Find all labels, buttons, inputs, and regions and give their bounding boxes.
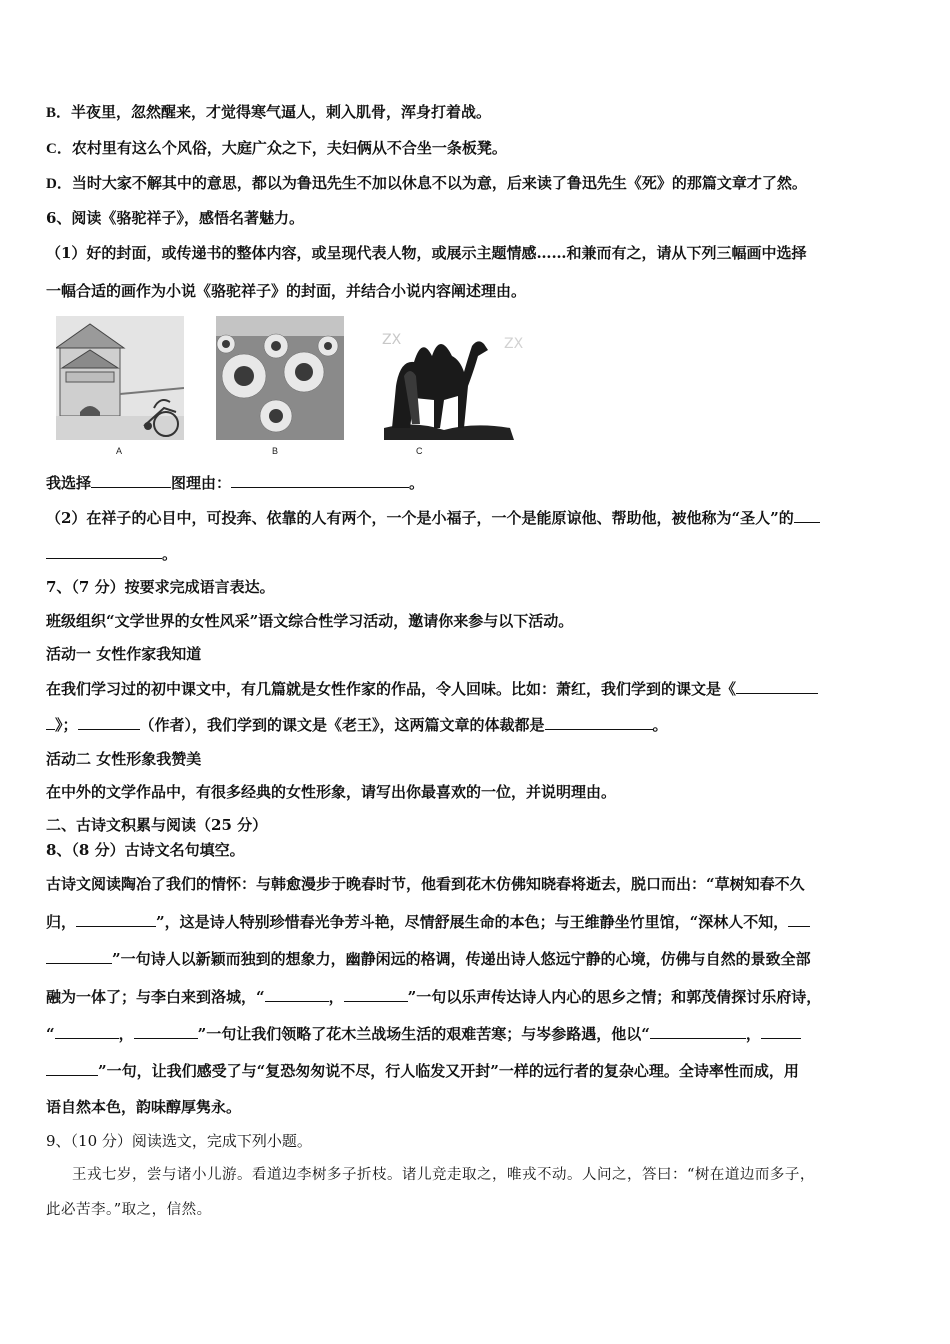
camel-silhouette-image — [374, 316, 548, 440]
answer-choice-blank[interactable] — [91, 472, 171, 488]
q9-title: 9、（10 分）阅读选文，完成下列小题。 — [46, 1132, 312, 1150]
option-c: C．农村里有这么个风俗，大庭广众之下，夫妇俩从不合坐一条板凳。 — [46, 139, 507, 157]
q7-activity2-title: 活动二 女性形象我赞美 — [46, 750, 202, 768]
svg-text:ZX: ZX — [504, 336, 524, 352]
q7-activity1-title: 活动一 女性作家我知道 — [46, 645, 202, 663]
poem-blank-2-end[interactable] — [46, 948, 112, 964]
poem-blank-8-end[interactable] — [46, 1060, 98, 1076]
answer-reason-blank[interactable] — [231, 472, 409, 488]
q9-passage-line1: 王戎七岁，尝与诸小儿游。看道边李树多子折枝。诸儿竞走取之，唯戎不动。人问之，答曰：“树在道边而多子， — [72, 1167, 815, 1183]
image-b-caption: B — [272, 446, 279, 456]
genre-blank[interactable] — [545, 714, 653, 730]
q6-part2-line2: 。 — [46, 543, 906, 564]
poem-blank-1[interactable] — [76, 911, 156, 927]
q7-activity1-line2: 》； （作者），我们学到的课文是《老王》，这两篇文章的体裁都是 。 — [46, 714, 906, 735]
q8-line1: 古诗文阅读陶冶了我们的情怀：与韩愈漫步于晚春时节，他看到花木仿佛知晓春将逝去，脱口而出：“草树知春不久 — [46, 875, 805, 893]
q6-part1-line2: 一幅合适的画作为小说《骆驼祥子》的封面，并结合小说内容阐述理由。 — [46, 282, 527, 300]
q6-part1-line1: （1）好的封面，或传递书的整体内容，或呈现代表人物，或展示主题情感……和兼而有之，请从下列三幅画中选择 — [46, 244, 807, 262]
svg-text:ZX: ZX — [382, 332, 402, 348]
cover-options — [56, 316, 556, 464]
q6-answer-line: 我选择 图理由： 。 — [46, 474, 425, 492]
q8-title: 8、（8 分）古诗文名句填空。 — [46, 841, 245, 859]
q8-line5: “ ， ”一句让我们领略了花木兰战场生活的艰难苦寒；与岑参路遇，他以“ ， — [46, 1023, 906, 1044]
q7-activity2-text: 在中外的文学作品中，有很多经典的女性形象，请写出你最喜欢的一位，并说明理由。 — [46, 783, 617, 801]
author-blank[interactable] — [78, 714, 140, 730]
xiaohong-text-blank-start[interactable] — [736, 678, 818, 694]
poem-blank-7[interactable] — [650, 1023, 746, 1039]
q8-line6: ”一句，让我们感受了与“复恐匆匆说不尽，行人临发又开封”一样的远行者的复杂心理。全诗率性而成，用 — [46, 1060, 906, 1081]
gate-tower-rickshaw-image — [56, 316, 184, 440]
q6-part2-line1: （2）在祥子的心目中，可投奔、依靠的人有两个，一个是小福子，一个是能原谅他、帮助他，被他称为“圣人”的 — [46, 507, 906, 528]
q8-line7: 语自然本色，韵味醇厚隽永。 — [46, 1098, 242, 1116]
q9-passage-line2: 此必苦李。”取之，信然。 — [46, 1202, 212, 1218]
section2-title: 二、古诗文积累与阅读（25 分） — [46, 816, 268, 834]
option-d: D．当时大家不解其中的意思，都以为鲁迅先生不加以休息不以为意，后来读了鲁迅先生《死》的那篇文章才了然。 — [46, 174, 807, 192]
poem-blank-4[interactable] — [344, 986, 408, 1002]
xiaohong-text-blank-end[interactable] — [46, 714, 55, 730]
sunflowers-image — [216, 316, 344, 440]
poem-blank-5[interactable] — [55, 1023, 119, 1039]
saint-blank-start[interactable] — [794, 507, 820, 523]
image-c-caption: C — [416, 446, 423, 456]
q7-title: 7、（7 分）按要求完成语言表达。 — [46, 578, 275, 596]
saint-blank-end[interactable] — [46, 543, 162, 559]
q8-line2: 归， ”，这是诗人特别珍惜春光争芳斗艳，尽情舒展生命的本色；与王维静坐竹里馆，“深林人不知， — [46, 911, 906, 932]
q8-line4: 融为一体了；与李白来到洛城，“ ， ”一句以乐声传达诗人内心的思乡之情；和郭茂倩探讨乐府诗， — [46, 988, 822, 1006]
q7-intro: 班级组织“文学世界的女性风采”语文综合性学习活动，邀请你来参与以下活动。 — [46, 612, 574, 630]
q6-title: 6、阅读《骆驼祥子》，感悟名著魅力。 — [46, 209, 304, 227]
poem-blank-2-start[interactable] — [788, 911, 810, 927]
poem-blank-6[interactable] — [134, 1023, 198, 1039]
poem-blank-3[interactable] — [265, 986, 329, 1002]
poem-blank-8-start[interactable] — [761, 1023, 801, 1039]
q7-activity1-line1: 在我们学习过的初中课文中，有几篇就是女性作家的作品，令人回味。比如：萧红，我们学到的课文是《 — [46, 678, 906, 699]
image-a-caption: A — [116, 446, 123, 456]
option-b: B．半夜里，忽然醒来，才觉得寒气逼人，刺入肌骨，浑身打着战。 — [46, 103, 492, 121]
q8-line3: ”一句诗人以新颖而独到的想象力，幽静闲远的格调，传递出诗人悠远宁静的心境，仿佛与自然的景致全部 — [46, 948, 906, 969]
